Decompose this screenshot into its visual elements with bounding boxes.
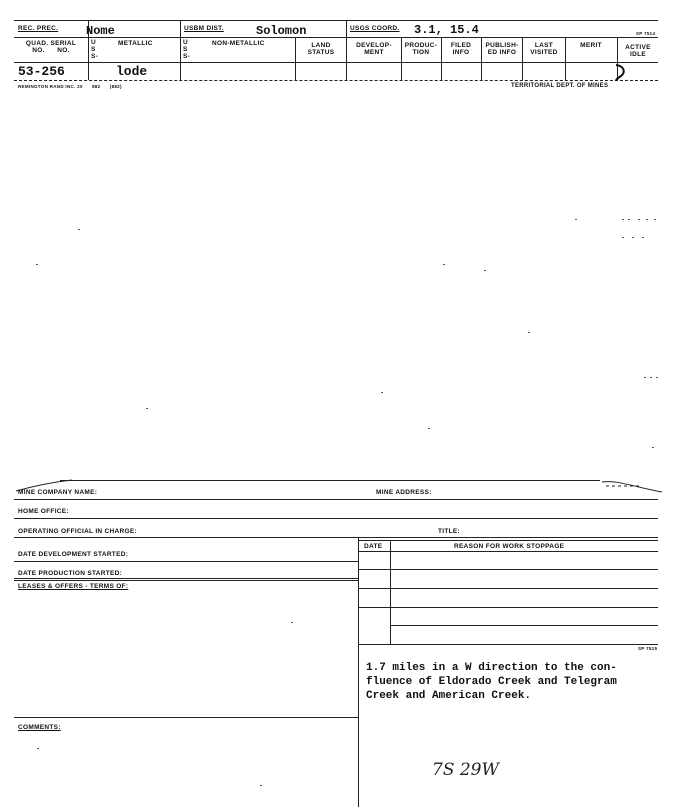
- home-office-label: HOME OFFICE:: [18, 508, 69, 515]
- date-column-header: DATE: [364, 543, 383, 550]
- usgs-coord-label: USGS COORD.: [350, 25, 400, 32]
- col-nonmetallic: NON-METALLIC: [212, 40, 265, 47]
- leases-offers-label: LEASES & OFFERS - TERMS OF:: [18, 583, 129, 590]
- col-last-visited: LAST VISITED: [530, 42, 558, 56]
- col-nonmetallic-prefix: U S S-: [183, 39, 191, 60]
- location-description: 1.7 miles in a W direction to the con- fluence of Eldorado Creek and Telegram Creek and American Creek.: [366, 662, 617, 702]
- title-label: TITLE:: [438, 528, 461, 535]
- mine-address-label: MINE ADDRESS:: [376, 489, 432, 496]
- col-development: DEVELOP- MENT: [356, 42, 392, 56]
- usbm-dist-label: USBM DIST.: [184, 25, 224, 32]
- handwritten-township-range: 7S 29W: [432, 760, 499, 780]
- col-land-status: LAND STATUS: [307, 42, 335, 56]
- col-filed-info: FILED INFO: [450, 42, 472, 56]
- rec-prec-value: Nome: [86, 24, 115, 38]
- quad-serial-value: 53-256: [18, 64, 65, 79]
- col-production: PRODUC- TION: [404, 42, 438, 56]
- col-published-info: PUBLISH- ED INFO: [485, 42, 519, 56]
- margin-stroke-right: [600, 476, 664, 496]
- form-number: SP 7514: [636, 31, 656, 36]
- metallic-value: lode: [116, 64, 148, 79]
- form-number-2: SP 7515: [638, 646, 658, 651]
- col-quad-serial: QUAD. SERIAL NO. NO.: [25, 40, 77, 54]
- comments-label: COMMENTS:: [18, 724, 61, 731]
- operating-official-label: OPERATING OFFICIAL IN CHARGE:: [18, 528, 137, 535]
- col-active-idle: ACTIVE IDLE: [625, 44, 651, 58]
- col-metallic: METALLIC: [118, 40, 153, 47]
- active-mark-icon: [612, 62, 632, 84]
- date-production-started-label: DATE PRODUCTION STARTED:: [18, 570, 123, 577]
- department-label: TERRITORIAL DEPT. OF MINES: [511, 83, 609, 89]
- usbm-dist-value: Solomon: [256, 24, 307, 38]
- reason-column-header: REASON FOR WORK STOPPAGE: [454, 543, 565, 550]
- printer-info: REMINGTON RAND INC. 20 882 (882): [18, 84, 122, 89]
- usgs-coord-value: 3.1, 15.4: [414, 23, 479, 37]
- mine-company-name-label: MINE COMPANY NAME:: [18, 489, 98, 496]
- date-development-started-label: DATE DEVELOPMENT STARTED:: [18, 551, 129, 558]
- col-metallic-prefix: U S S-: [91, 39, 99, 60]
- col-merit: MERIT: [580, 42, 602, 49]
- rec-prec-label: REC. PREC.: [18, 25, 59, 32]
